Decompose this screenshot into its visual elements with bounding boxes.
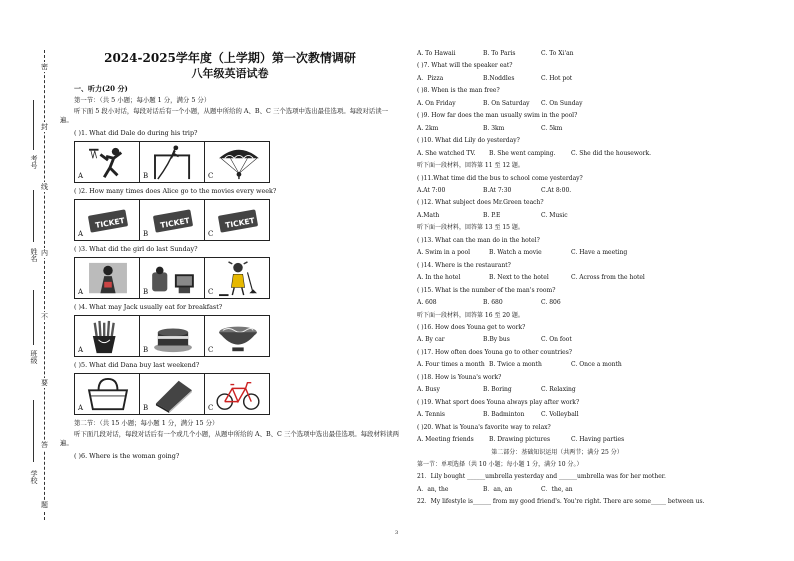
option[interactable]: C. Across from the hotel xyxy=(571,274,645,282)
name-line[interactable] xyxy=(33,190,34,242)
seal-word: 内 xyxy=(41,249,48,257)
question-line: ( )7. What will the speaker eat? xyxy=(417,62,513,70)
question-line: ( )19. What sport does Youna always play after work? xyxy=(417,398,580,406)
option-letter: C xyxy=(208,230,214,238)
picture-option[interactable] xyxy=(75,142,140,182)
question-line: ( )18. How is Youna's work? xyxy=(417,373,502,381)
question-line: 听下面一段材料，回答第 11 至 12 题。 xyxy=(417,162,524,170)
option[interactable]: A. In the hotel xyxy=(417,274,461,282)
part2-intro: 第二节：（共 15 小题；每小题 1 分，满分 15 分） xyxy=(74,419,219,427)
option-letter: C xyxy=(208,404,214,412)
picture-options-row xyxy=(74,141,270,183)
answer-options xyxy=(417,359,787,371)
option[interactable]: C.At 8:00. xyxy=(541,186,572,194)
option[interactable]: B. Drawing pictures xyxy=(489,436,551,444)
option-letter: C xyxy=(208,288,214,296)
svg-text:TICKET: TICKET xyxy=(224,215,256,230)
picture-option[interactable] xyxy=(205,142,269,182)
question-3: ( )3. What did the girl do last Sunday? xyxy=(74,245,198,253)
picture-option[interactable] xyxy=(205,258,269,298)
answer-options xyxy=(417,272,787,284)
option[interactable]: C. On Sunday xyxy=(541,99,583,107)
name-label: 姓名 xyxy=(30,248,38,262)
option[interactable]: A. To Hawaii xyxy=(417,50,456,57)
option[interactable]: B. She went camping. xyxy=(489,149,556,157)
question-line: ( )12. What subject does Mr.Green teach? xyxy=(417,199,544,207)
page-number: 3 xyxy=(395,530,399,536)
option[interactable]: A. On Friday xyxy=(417,99,456,107)
class-label: 班级 xyxy=(30,350,38,364)
picture-option[interactable] xyxy=(140,200,205,240)
part2-instructions: 听下面几段对话，每段对话后有一个或几个小题，从题中所给的 A、B、C 三个选项中选出最佳选项。每段材料读两遍。 xyxy=(60,430,400,447)
option[interactable]: C. Volleyball xyxy=(541,411,579,419)
svg-text:TICKET: TICKET xyxy=(94,215,126,230)
answer-options xyxy=(417,334,787,346)
option[interactable]: A. 2km xyxy=(417,124,439,132)
answer-options xyxy=(417,98,787,110)
exam-number-label: 考号 xyxy=(30,155,38,169)
seal-word: 线 xyxy=(41,183,48,191)
answer-options xyxy=(417,210,787,222)
listening-heading: 一、听力(20 分) xyxy=(74,84,128,93)
option[interactable]: C. Relaxing xyxy=(541,386,576,394)
question-5: ( )5. What did Dana buy last weekend? xyxy=(74,361,200,369)
option[interactable]: B. To Paris xyxy=(483,50,516,57)
option[interactable]: B. Twice a month xyxy=(489,361,542,369)
option[interactable]: A．Pizza xyxy=(417,74,444,82)
question-line: ( )17. How often does Youna go to other countries? xyxy=(417,348,572,356)
question-line: ( )8. When is the man free? xyxy=(417,87,500,95)
option[interactable]: B. Next to the hotel xyxy=(489,274,549,282)
option-letter: A xyxy=(78,404,84,412)
option[interactable]: A. She watched TV. xyxy=(417,149,476,157)
part1-intro: 第一节：（共 5 小题；每小题 1 分，满分 5 分） xyxy=(74,96,211,104)
picture-options-row xyxy=(74,199,270,241)
option[interactable]: A. Swim in a pool xyxy=(417,249,471,257)
picture-option[interactable] xyxy=(205,200,269,240)
option-letter: C xyxy=(208,172,214,180)
option[interactable]: A. 608 xyxy=(417,299,437,307)
school-line[interactable] xyxy=(33,400,34,462)
seal-word: 答 xyxy=(41,441,48,449)
option[interactable]: B.By bus xyxy=(483,336,510,344)
option[interactable]: B. 680 xyxy=(483,299,503,307)
question-line: ( )10. What did Lily do yesterday? xyxy=(417,137,520,145)
option[interactable]: C. Music xyxy=(541,211,568,219)
answer-options xyxy=(417,73,787,85)
option[interactable]: C. 806 xyxy=(541,299,561,307)
question-line: ( )13. What can the man do in the hotel? xyxy=(417,236,540,244)
svg-text:TICKET: TICKET xyxy=(159,215,191,230)
option[interactable]: B. Badminton xyxy=(483,411,525,419)
question-line: 21．Lily bought ______umbrella yesterday and ______umbrella was for her mother. xyxy=(417,473,666,481)
question-line: ( )20. What is Youna's favorite way to relax? xyxy=(417,423,551,431)
option-letter: B xyxy=(143,288,149,296)
school-label: 学校 xyxy=(30,470,38,484)
question-line: ( )9. How far does the man usually swim in the pool? xyxy=(417,112,578,120)
option[interactable]: C. To Xi'an xyxy=(541,50,574,57)
seal-word: 封 xyxy=(41,123,48,131)
question-line: 22．My lifestyle is______ from my good friend's. You're right. There are some_____ between us. xyxy=(417,498,705,506)
option[interactable]: A. By car xyxy=(417,336,445,344)
answer-options xyxy=(417,148,787,160)
answer-options xyxy=(417,409,787,421)
answer-options xyxy=(417,384,787,396)
part1-instructions: 听下面 5 段小对话，每段对话后有一个小题，从题中所给的 A、B、C 三个选项中选出最佳选项。每段对话读一遍。 xyxy=(60,107,388,124)
option[interactable]: C. Have a meeting xyxy=(571,249,628,257)
picture-questions xyxy=(60,129,400,415)
option[interactable]: C. Once a month xyxy=(571,361,622,369)
picture-option[interactable] xyxy=(140,258,205,298)
option[interactable]: C. Hot pot xyxy=(541,74,573,82)
question-1: ( )1. What did Dale do during his trip? xyxy=(74,129,198,137)
option-letter: C xyxy=(208,346,214,354)
option[interactable]: B. 3km xyxy=(483,124,505,132)
option-letter: A xyxy=(78,288,84,296)
question-line: ( )16. How does Youna get to work? xyxy=(417,323,526,331)
answer-options xyxy=(417,297,787,309)
question-line: ( )11.What time did the bus to school come yesterday? xyxy=(417,174,583,182)
picture-option[interactable] xyxy=(75,200,140,240)
option-letter: A xyxy=(78,230,84,238)
seal-word: 题 xyxy=(41,501,48,509)
option[interactable]: A. Meeting friends xyxy=(417,436,474,444)
picture-option[interactable] xyxy=(75,374,140,414)
option[interactable]: B.Noddles xyxy=(483,74,515,82)
picture-option[interactable] xyxy=(140,374,205,414)
question-2: ( )2. How many times does Alice go to the movies every week? xyxy=(74,187,277,195)
question-4: ( )4. What may Jack usually eat for breakfast? xyxy=(74,303,223,311)
option[interactable]: B. Boring xyxy=(483,386,512,394)
answer-options xyxy=(417,484,787,496)
exam-title: 2024-2025学年度（上学期）第一次教情调研 xyxy=(104,51,356,65)
option[interactable]: A.At 7:00 xyxy=(417,186,446,194)
option[interactable]: A. Four times a month xyxy=(417,361,485,369)
question-6: ( )6. Where is the woman going? xyxy=(74,452,180,460)
option[interactable]: B. P.E xyxy=(483,211,501,219)
answer-options xyxy=(417,123,787,135)
binding-margin xyxy=(0,0,62,561)
picture-option[interactable] xyxy=(140,316,205,356)
picture-option[interactable] xyxy=(75,258,140,298)
option[interactable]: A.Math xyxy=(417,211,440,219)
answer-options xyxy=(417,48,787,60)
option[interactable]: C. Having parties xyxy=(571,436,625,444)
option-letter: B xyxy=(143,346,149,354)
class-line[interactable] xyxy=(33,290,34,345)
question-line: ( )14. Where is the restaurant? xyxy=(417,261,511,269)
left-column xyxy=(60,44,400,524)
option-letter: B xyxy=(143,230,149,238)
picture-options-row xyxy=(74,373,270,415)
option[interactable]: C. On foot xyxy=(541,336,572,344)
option[interactable]: B. Watch a movie xyxy=(489,249,542,257)
option-letter: A xyxy=(78,172,84,180)
option[interactable]: B．an, an xyxy=(483,485,513,493)
picture-option[interactable] xyxy=(140,142,205,182)
option-letter: B xyxy=(143,172,149,180)
seal-word: 不 xyxy=(41,313,48,321)
question-line: 第一节：单项选择（共 10 小题；每小题 1 分，满分 10 分。） xyxy=(417,460,583,468)
option[interactable]: C. She did the housework. xyxy=(571,149,651,157)
answer-options xyxy=(417,247,787,259)
picture-options-row xyxy=(74,257,270,299)
answer-options xyxy=(417,185,787,197)
question-line: 听下面一段材料，回答第 16 至 20 题。 xyxy=(417,311,524,319)
picture-option[interactable] xyxy=(75,316,140,356)
option[interactable]: B. On Saturday xyxy=(483,99,530,107)
exam-subtitle: 八年级英语试卷 xyxy=(191,67,269,80)
picture-option[interactable] xyxy=(205,316,269,356)
option[interactable]: A. Busy xyxy=(417,386,440,394)
question-line: 听下面一段材料，回答第 13 至 15 题。 xyxy=(417,224,524,232)
answer-options xyxy=(417,434,787,446)
right-column xyxy=(417,48,787,509)
section-heading: 第二部分：基础知识运用（共两节；满分 25 分） xyxy=(491,448,623,456)
option-letter: B xyxy=(143,404,149,412)
option[interactable]: A. Tennis xyxy=(417,411,445,419)
option[interactable]: C. 5km xyxy=(541,124,563,132)
question-line: ( )15. What is the number of the man's room? xyxy=(417,286,556,294)
picture-options-row xyxy=(74,315,270,357)
option-letter: A xyxy=(78,346,84,354)
option[interactable]: A．an, the xyxy=(417,485,449,493)
seal-word: 要 xyxy=(41,379,48,387)
option[interactable]: C．the, an xyxy=(541,485,573,493)
option[interactable]: B.At 7:30 xyxy=(483,186,512,194)
picture-option[interactable] xyxy=(205,374,269,414)
exam-number-line[interactable] xyxy=(33,100,34,150)
seal-word: 密 xyxy=(41,63,48,71)
